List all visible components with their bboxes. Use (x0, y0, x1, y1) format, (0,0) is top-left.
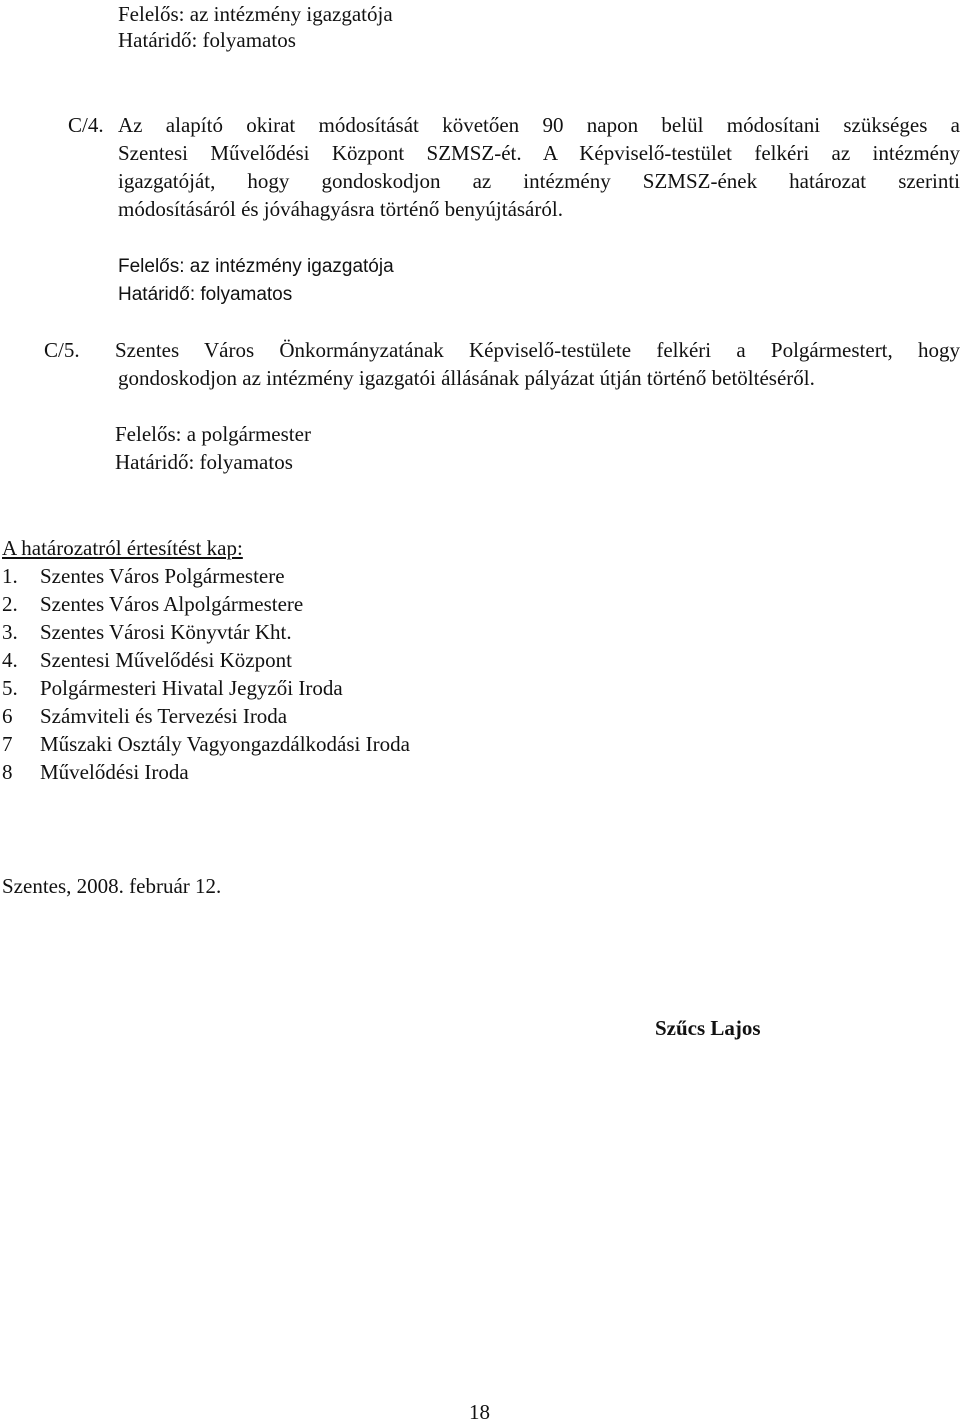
place-date: Szentes, 2008. február 12. (2, 874, 222, 898)
list-item-number: 8 (2, 760, 13, 784)
c4-responsible: Felelős: az intézmény igazgatója (118, 256, 394, 277)
list-item-number: 1. (2, 564, 18, 588)
list-item-text: Polgármesteri Hivatal Jegyzői Iroda (40, 676, 343, 700)
list-item-text: Szentes Város Polgármestere (40, 564, 285, 588)
list-item-number: 4. (2, 648, 18, 672)
signatory-name: Szűcs Lajos (655, 1016, 761, 1040)
list-item-text: Műszaki Osztály Vagyongazdálkodási Iroda (40, 732, 410, 756)
c4-paragraph-line-2: Szentesi Művelődési Központ SZMSZ-ét. A Képviselő-testület felkéri az intézmény (118, 141, 960, 165)
recipients-heading: A határozatról értesítést kap: (2, 536, 243, 560)
c4-label: C/4. (68, 113, 104, 137)
c5-paragraph-line-1: Szentes Város Önkormányzatának Képviselő-testülete felkéri a Polgármestert, hogy (115, 338, 960, 362)
c5-responsible: Felelős: a polgármester (115, 422, 311, 446)
top-deadline: Határidő: folyamatos (118, 28, 296, 52)
list-item-number: 7 (2, 732, 13, 756)
c5-deadline: Határidő: folyamatos (115, 450, 293, 474)
c5-paragraph-line-2: gondoskodjon az intézmény igazgatói állásának pályázat útján történő betöltéséről. (118, 366, 815, 390)
c4-paragraph-line-1: Az alapító okirat módosítását követően 90 napon belül módosítani szükséges a (118, 113, 960, 137)
c4-paragraph-line-4: módosításáról és jóváhagyásra történő benyújtásáról. (118, 197, 563, 221)
c4-paragraph-line-3: igazgatóját, hogy gondoskodjon az intézmény SZMSZ-ének határozat szerinti (118, 169, 960, 193)
top-responsible: Felelős: az intézmény igazgatója (118, 2, 393, 26)
list-item-text: Számviteli és Tervezési Iroda (40, 704, 288, 728)
list-item-text: Szentes Város Alpolgármestere (40, 592, 304, 616)
page-number: 18 (469, 1400, 490, 1424)
list-item-text: Szentes Városi Könyvtár Kht. (40, 620, 292, 644)
list-item-number: 5. (2, 676, 18, 700)
c4-deadline: Határidő: folyamatos (118, 284, 293, 305)
list-item-number: 6 (2, 704, 13, 728)
list-item-text: Szentesi Művelődési Központ (40, 648, 292, 672)
list-item-text: Művelődési Iroda (40, 760, 189, 784)
list-item-number: 3. (2, 620, 18, 644)
c5-label: C/5. (44, 338, 80, 362)
list-item-number: 2. (2, 592, 18, 616)
